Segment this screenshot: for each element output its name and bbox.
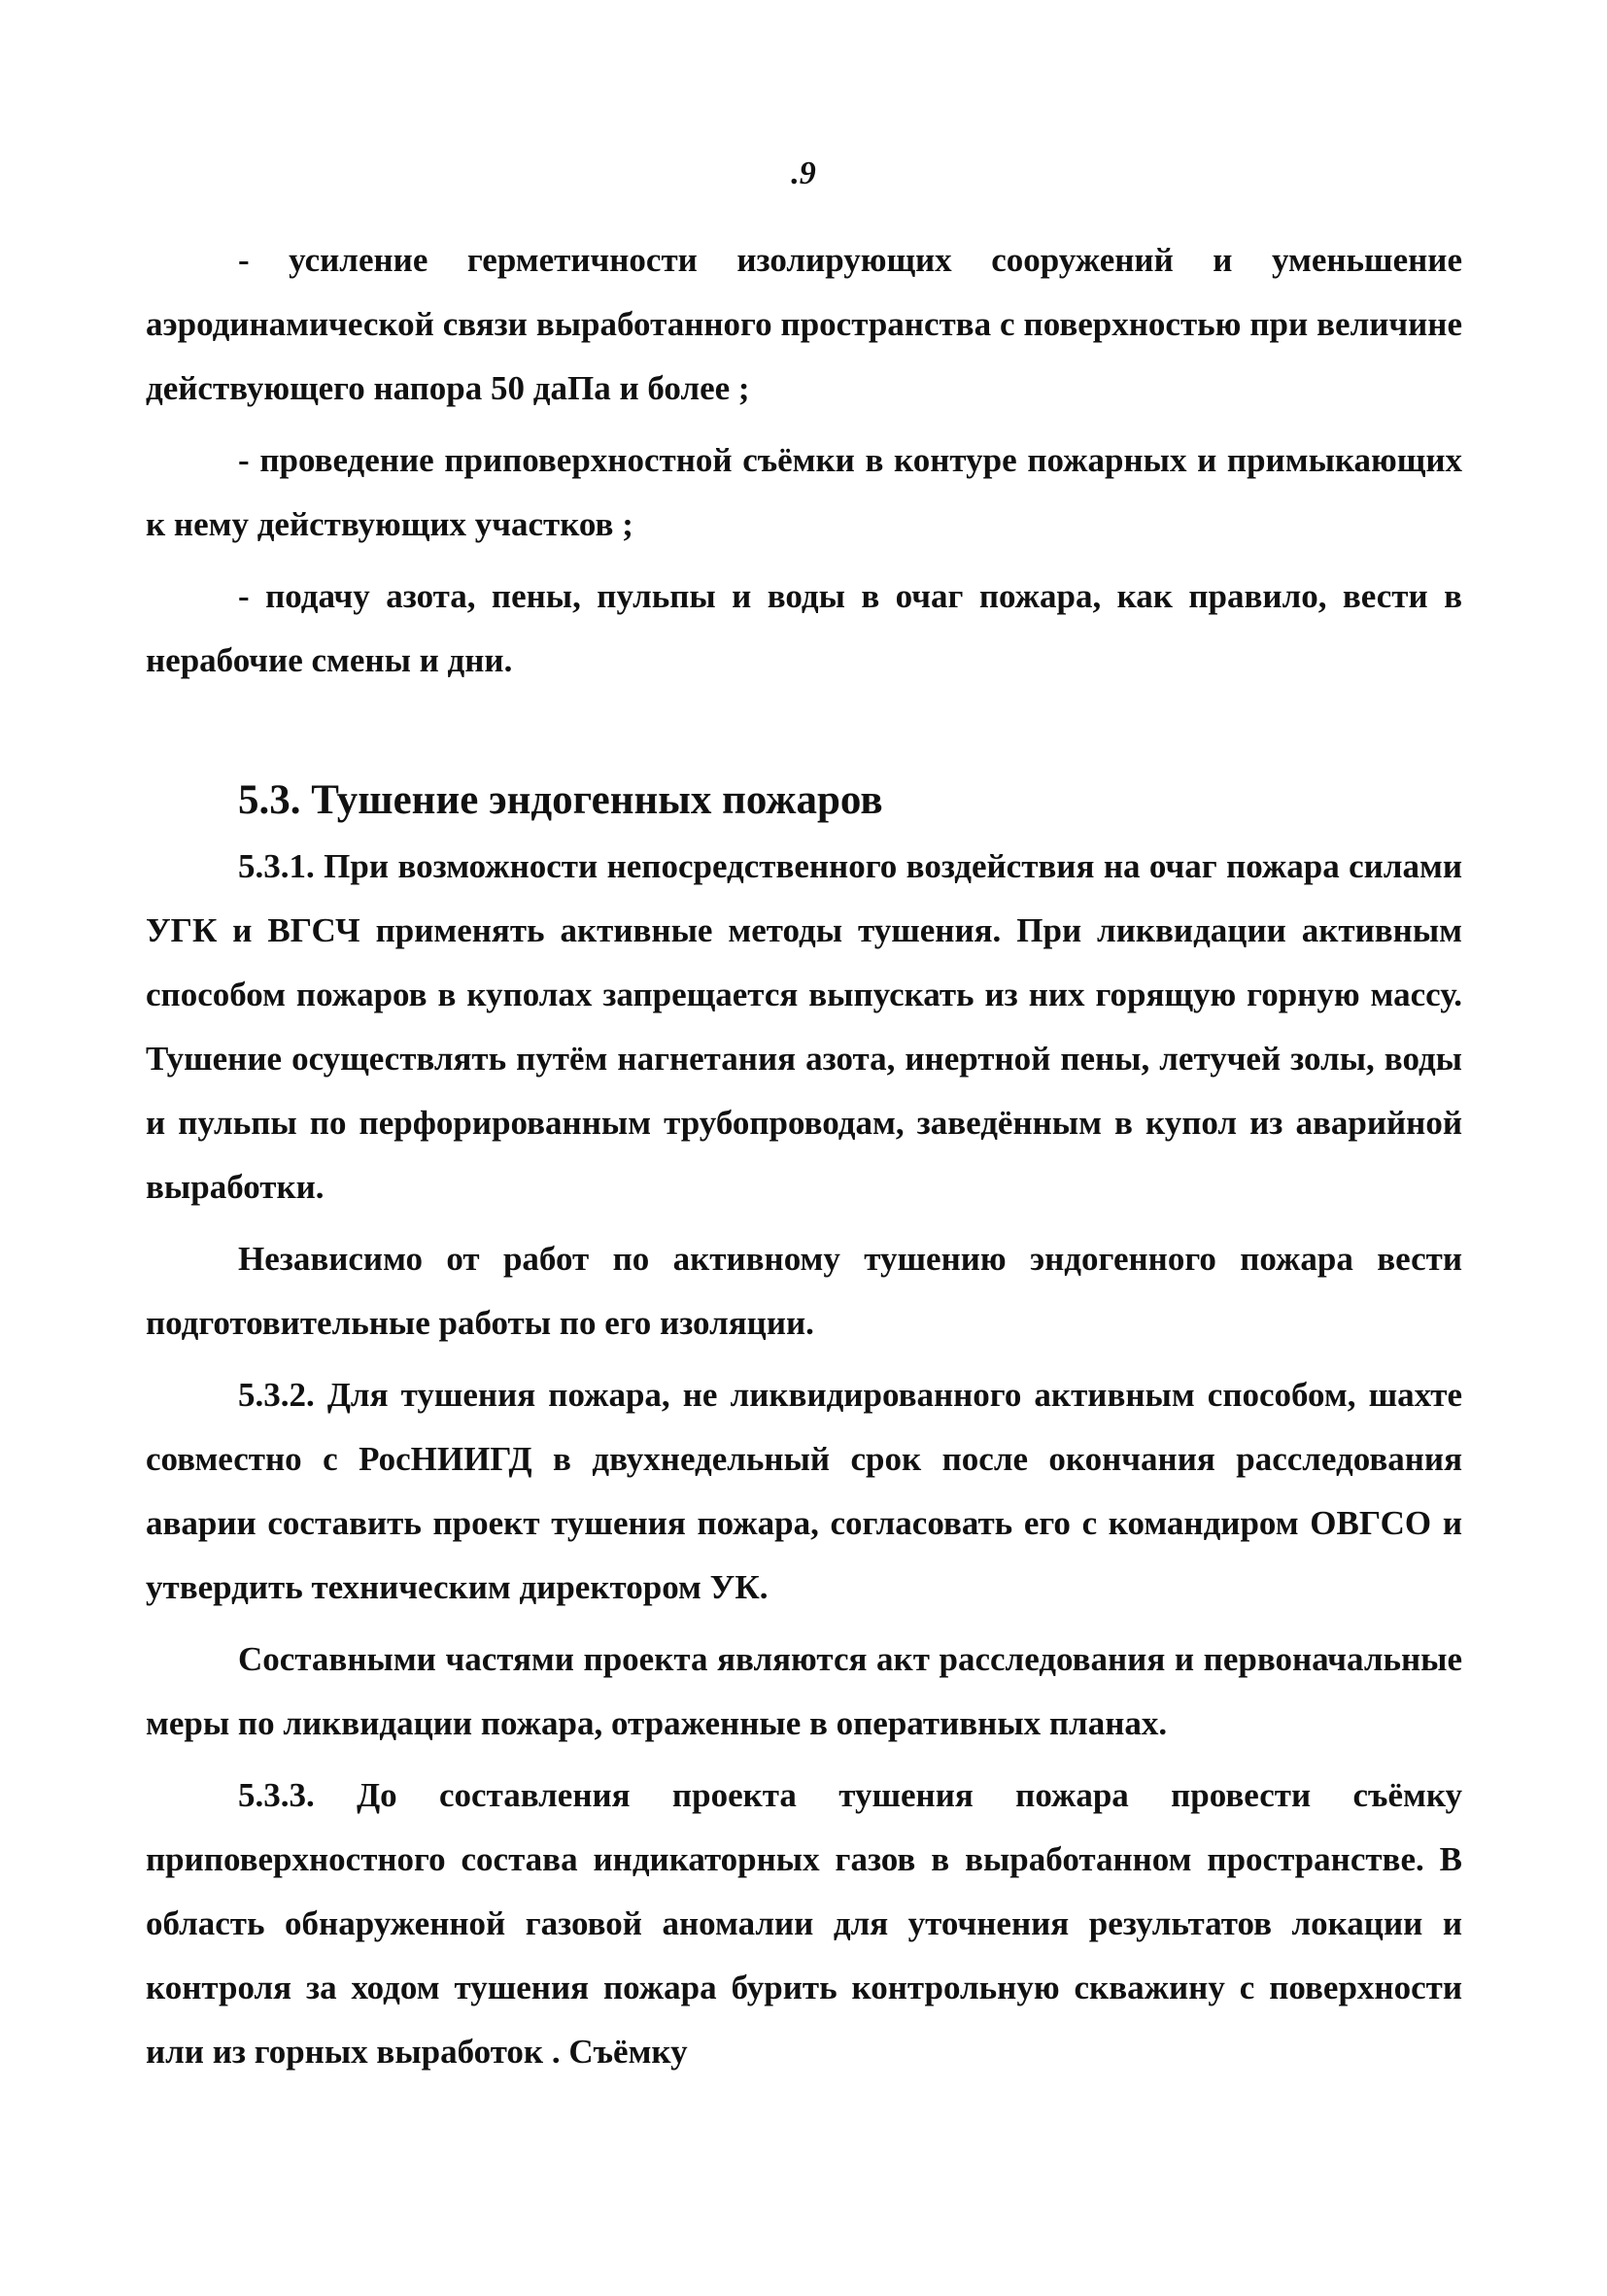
paragraph-survey: - проведение приповерхностной съёмки в контуре пожарных и примыкающих к нему действующих участков ; [146, 441, 1462, 543]
paragraph-5-3-2: 5.3.2. Для тушения пожара, не ликвидированного активным способом, шахте совместно с РосНИИГД в двухнедельный срок после окончания расследования аварии составить проект тушения пожара, согласовать его с командиром ОВГСО и утвердить техническим директором УК. [146, 1376, 1462, 1606]
paragraph-5-3-1: 5.3.1. При возможности непосредственного воздействия на очаг пожара силами УГК и ВГСЧ применять активные методы тушения. При ликвидации активным способом пожаров в куполах запрещается выпускать из них горящую горную массу. Тушение осуществлять путём нагнетания азота, инертной пены, летучей золы, воды и пульпы по перфорированным трубопроводам, заведённым в купол из аварийной выработки. [146, 847, 1462, 1206]
section-heading: 5.3. Тушение эндогенных пожаров [238, 777, 883, 823]
paragraph-nitrogen-supply: - подачу азота, пены, пульпы и воды в очаг пожара, как правило, вести в нерабочие смены и дни. [146, 577, 1462, 679]
body-text [146, 228, 1462, 2084]
paragraph-project-parts: Составными частями проекта являются акт расследования и первоначальные меры по ликвидации пожара, отраженные в оперативных планах. [146, 1640, 1462, 1742]
paragraph-isolation: Независимо от работ по активному тушению эндогенного пожара вести подготовительные работы по его изоляции. [146, 1240, 1462, 1342]
paragraph-5-3-3: 5.3.3. До составления проекта тушения пожара провести съёмку приповерхностного состава индикаторных газов в выработанном пространстве. В область обнаруженной газовой аномалии для уточнения результатов локации и контроля за ходом тушения пожара бурить контрольную скважину с поверхности или из горных выработок . Съёмку [146, 1776, 1462, 2071]
page-number: .9 [791, 155, 816, 191]
paragraph-sealing: - усиление герметичности изолирующих сооружений и уменьшение аэродинамической связи выработанного пространства с поверхностью при величине действующего напора 50 даПа и более ; [146, 241, 1462, 407]
